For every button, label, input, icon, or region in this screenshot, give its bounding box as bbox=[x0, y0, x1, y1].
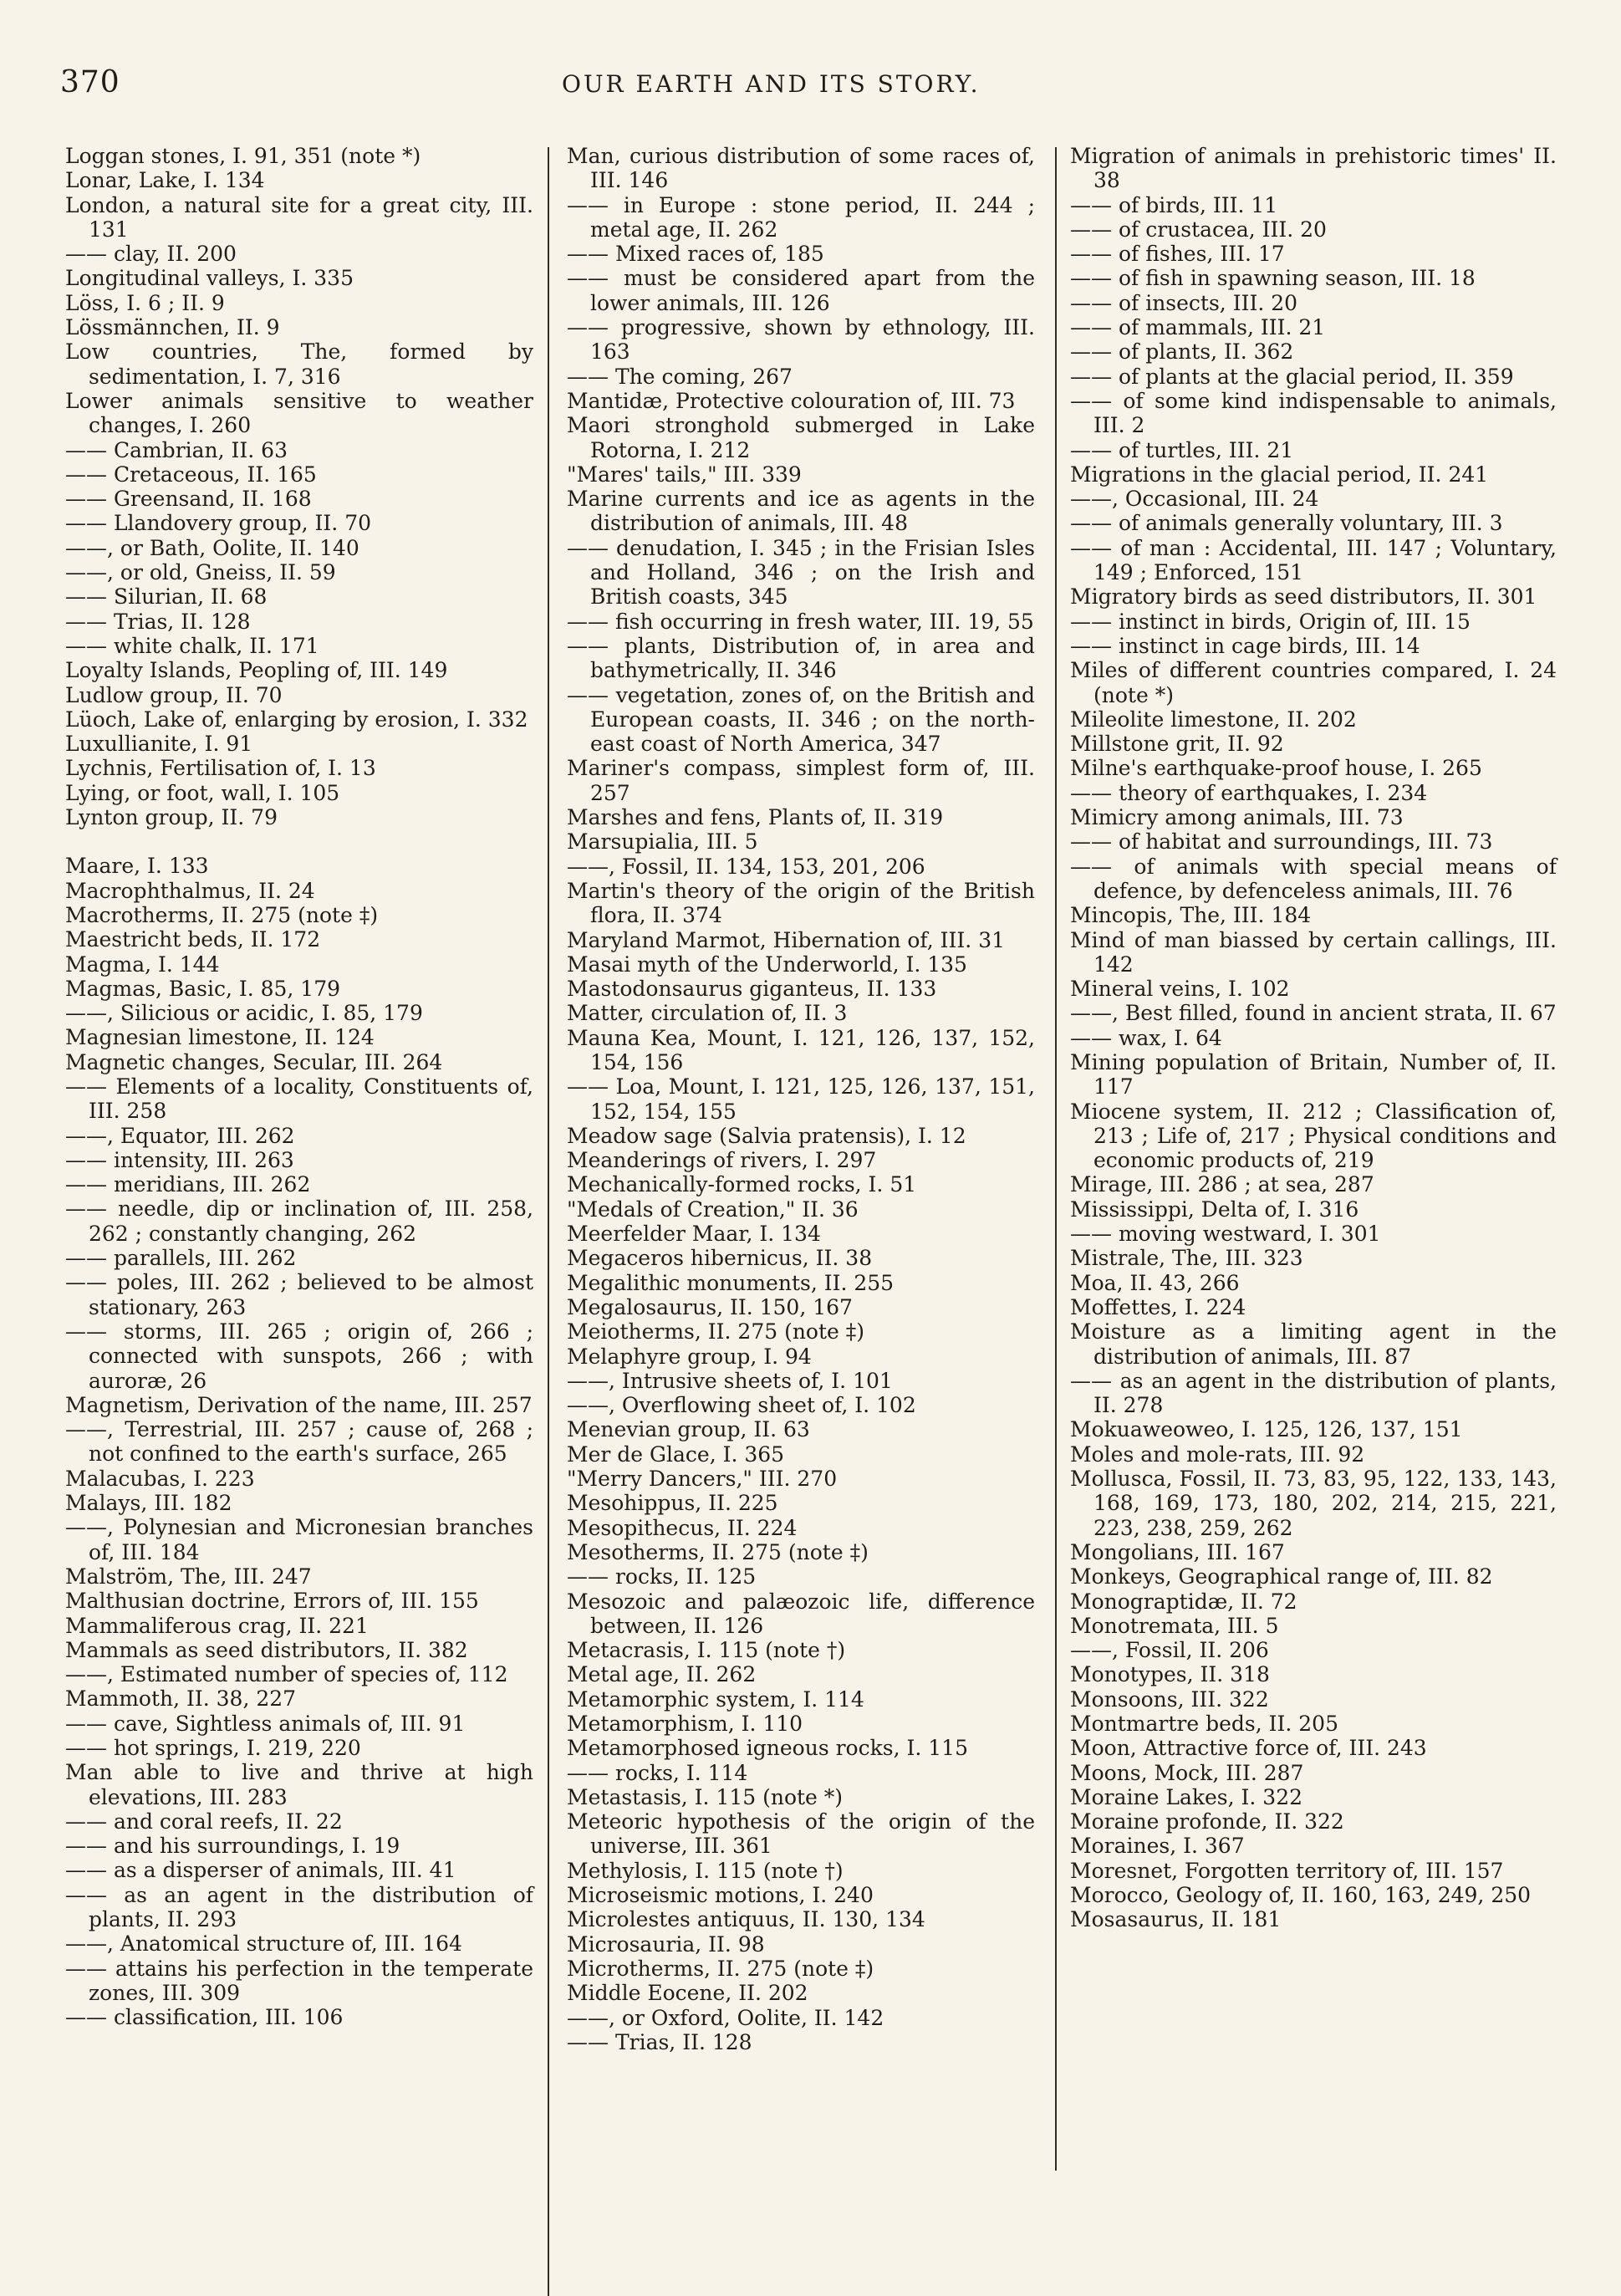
index-entry: —— and his surroundings, I. 19 bbox=[65, 1834, 400, 1859]
index-entry: —— as an agent in the distribution of plants, II. 293 bbox=[65, 1882, 533, 1932]
index-entry: Metamorphosed igneous rocks, I. 115 bbox=[567, 1736, 968, 1761]
index-entry: —— of man : Accidental, III. 147 ; Voluntary, 149 ; Enforced, 151 bbox=[1070, 535, 1557, 585]
index-column-2 bbox=[567, 144, 1035, 2054]
index-entry: Mechanically-formed rocks, I. 51 bbox=[567, 1172, 917, 1197]
index-entry: "Medals of Creation," II. 36 bbox=[567, 1196, 859, 1222]
index-entry: Mokuaweoweo, I. 125, 126, 137, 151 bbox=[1070, 1417, 1463, 1442]
index-entry: Middle Eocene, II. 202 bbox=[567, 1981, 808, 2006]
index-entry: Mineral veins, I. 102 bbox=[1070, 977, 1290, 1002]
index-entry: —— Trias, II. 128 bbox=[65, 609, 251, 634]
index-entry: —— wax, I. 64 bbox=[1070, 1025, 1222, 1050]
index-entry: Luxullianite, I. 91 bbox=[65, 732, 253, 757]
index-entry: ——, Polynesian and Micronesian branches of, III. 184 bbox=[65, 1515, 533, 1564]
column-divider-left bbox=[548, 147, 549, 2296]
index-entry: —— of insects, III. 20 bbox=[1070, 290, 1298, 315]
index-entry: Lychnis, Fertilisation of, I. 13 bbox=[65, 756, 376, 781]
index-entry: London, a natural site for a great city, III. 131 bbox=[65, 192, 533, 242]
index-entry: Metamorphism, I. 110 bbox=[567, 1712, 803, 1736]
index-entry: Malacubas, I. 223 bbox=[65, 1466, 255, 1491]
index-entry: —— of plants, II. 362 bbox=[1070, 339, 1294, 365]
index-entry: —— of animals with special means of defence, by defenceless animals, III. 76 bbox=[1070, 854, 1557, 903]
index-entry: Metamorphic system, I. 114 bbox=[567, 1686, 864, 1712]
index-entry: Maare, I. 133 bbox=[65, 854, 209, 879]
index-entry: —— denudation, I. 345 ; in the Frisian Isles and Holland, 346 ; on the Irish and British coasts, 345 bbox=[567, 535, 1035, 610]
index-entry: Metacrasis, I. 115 (note †) bbox=[567, 1638, 846, 1663]
index-entry: Lonar, Lake, I. 134 bbox=[65, 168, 265, 193]
index-entry: —— The coming, 267 bbox=[567, 364, 793, 389]
index-entry: Monograptidæ, II. 72 bbox=[1070, 1589, 1297, 1614]
index-entry: Mining population of Britain, Number of, II. 117 bbox=[1070, 1049, 1557, 1100]
index-entry: —— of mammals, III. 21 bbox=[1070, 315, 1326, 340]
index-entry: —— of habitat and surroundings, III. 73 bbox=[1070, 829, 1493, 855]
index-entry: Moa, II. 43, 266 bbox=[1070, 1270, 1240, 1295]
index-entry: Moffettes, I. 224 bbox=[1070, 1294, 1246, 1319]
index-entry: Monsoons, III. 322 bbox=[1070, 1686, 1269, 1712]
index-entry: Morocco, Geology of, II. 160, 163, 249, 250 bbox=[1070, 1883, 1532, 1908]
index-entry: Mauna Kea, Mount, I. 121, 126, 137, 152, 154, 156 bbox=[567, 1025, 1035, 1074]
index-entry: Meadow sage (Salvia pratensis), I. 12 bbox=[567, 1123, 966, 1148]
index-entry: —— of turtles, III. 21 bbox=[1070, 437, 1294, 462]
index-entry: Macrophthalmus, II. 24 bbox=[65, 878, 315, 903]
index-entry: —— theory of earthquakes, I. 234 bbox=[1070, 780, 1428, 805]
index-entry: Metal age, II. 262 bbox=[567, 1662, 757, 1687]
index-entry: —— Silurian, II. 68 bbox=[65, 584, 268, 610]
index-entry: Loyalty Islands, Peopling of, III. 149 bbox=[65, 658, 448, 683]
index-entry: Maori stronghold submerged in Lake Rotorna, I. 212 bbox=[567, 413, 1035, 462]
index-entry: Megalosaurus, II. 150, 167 bbox=[567, 1294, 853, 1319]
index-entry: —— of crustacea, III. 20 bbox=[1070, 217, 1327, 242]
index-entry: ——, or Bath, Oolite, II. 140 bbox=[65, 535, 359, 560]
index-entry: —— as a disperser of animals, III. 41 bbox=[65, 1858, 456, 1883]
index-entry: Melaphyre group, I. 94 bbox=[567, 1344, 812, 1369]
index-entry: ——, Estimated number of species of, 112 bbox=[65, 1662, 508, 1687]
index-entry: Migrations in the glacial period, II. 241 bbox=[1070, 462, 1489, 487]
index-entry: ——, Fossil, II. 206 bbox=[1070, 1638, 1269, 1663]
index-entry: Mongolians, III. 167 bbox=[1070, 1539, 1285, 1564]
index-entry: —— vegetation, zones of, on the British and European coasts, II. 346 ; on the north-east coast of North America, 347 bbox=[567, 682, 1035, 757]
index-entry: Metastasis, I. 115 (note *) bbox=[567, 1784, 844, 1809]
index-entry: Lössmännchen, II. 9 bbox=[65, 315, 280, 340]
index-entry: —— instinct in cage birds, III. 14 bbox=[1070, 633, 1420, 658]
index-entry: Meerfelder Maar, I. 134 bbox=[567, 1222, 821, 1247]
index-entry: Moisture as a limiting agent in the distribution of animals, III. 87 bbox=[1070, 1319, 1557, 1369]
index-entry: —— Llandovery group, II. 70 bbox=[65, 511, 372, 536]
index-entry: Mer de Glace, I. 365 bbox=[567, 1441, 785, 1467]
index-entry: Menevian group, II. 63 bbox=[567, 1417, 810, 1442]
index-entry: Microtherms, II. 275 (note ‡) bbox=[567, 1956, 874, 1981]
index-entry: Millstone grit, II. 92 bbox=[1070, 732, 1284, 757]
index-entry: Man, curious distribution of some races of, III. 146 bbox=[567, 144, 1035, 193]
index-entry: —— of some kind indispensable to animals, III. 2 bbox=[1070, 388, 1557, 438]
index-entry: ——, or Oxford, Oolite, II. 142 bbox=[567, 2005, 884, 2030]
index-entry: —— moving westward, I. 301 bbox=[1070, 1222, 1381, 1247]
index-entry: —— must be considered apart from the lower animals, III. 126 bbox=[567, 266, 1035, 315]
index-entry: Mesopithecus, II. 224 bbox=[567, 1515, 798, 1540]
index-entry: Mind of man biassed by certain callings, III. 142 bbox=[1070, 927, 1557, 977]
index-entry: —— Cretaceous, II. 165 bbox=[65, 462, 317, 487]
index-entry: Lower animals sensitive to weather changes, I. 260 bbox=[65, 388, 533, 438]
index-entry: —— Elements of a locality, Constituents of, III. 258 bbox=[65, 1074, 533, 1124]
index-entry: Maestricht beds, II. 172 bbox=[65, 927, 321, 952]
index-entry: ——, Occasional, III. 24 bbox=[1070, 487, 1319, 512]
index-entry: Marine currents and ice as agents in the distribution of animals, III. 48 bbox=[567, 487, 1035, 536]
index-entry: Mileolite limestone, II. 202 bbox=[1070, 707, 1357, 732]
index-entry: Meteoric hypothesis of the origin of the universe, III. 361 bbox=[567, 1809, 1035, 1859]
index-entry: Montmartre beds, II. 205 bbox=[1070, 1712, 1338, 1736]
index-entry: ——, Terrestrial, III. 257 ; cause of, 268 ; not confined to the earth's surface, 265 bbox=[65, 1417, 533, 1467]
index-entry: Meanderings of rivers, I. 297 bbox=[567, 1148, 877, 1173]
index-entry: Moraines, I. 367 bbox=[1070, 1834, 1245, 1859]
index-entry: Mammoth, II. 38, 227 bbox=[65, 1686, 297, 1712]
index-entry: Mesozoic and palæozoic life, difference between, II. 126 bbox=[567, 1589, 1035, 1638]
index-entry: Ludlow group, II. 70 bbox=[65, 682, 283, 707]
index-entry: Moraine profonde, II. 322 bbox=[1070, 1809, 1344, 1834]
index-entry: "Mares' tails," III. 339 bbox=[567, 462, 802, 487]
index-entry: Milne's earthquake-proof house, I. 265 bbox=[1070, 756, 1482, 781]
index-entry: Microlestes antiquus, II. 130, 134 bbox=[567, 1907, 925, 1932]
index-entry: —— Mixed races of, 185 bbox=[567, 242, 824, 267]
index-entry: Loggan stones, I. 91, 351 (note *) bbox=[65, 144, 421, 168]
index-entry: Meiotherms, II. 275 (note ‡) bbox=[567, 1319, 865, 1344]
index-entry: Mantidæ, Protective colouration of, III. 73 bbox=[567, 388, 1016, 413]
index-entry: Moles and mole-rats, III. 92 bbox=[1070, 1441, 1365, 1467]
index-entry: —— parallels, III. 262 bbox=[65, 1246, 297, 1271]
index-entry: Malthusian doctrine, Errors of, III. 155 bbox=[65, 1589, 479, 1614]
index-entry: Mississippi, Delta of, I. 316 bbox=[1070, 1196, 1359, 1222]
index-entry: —— progressive, shown by ethnology, III. 163 bbox=[567, 315, 1035, 365]
index-entry: ——, Intrusive sheets of, I. 101 bbox=[567, 1368, 893, 1393]
index-entry: Maryland Marmot, Hibernation of, III. 31 bbox=[567, 927, 1006, 952]
index-entry: Magnetic changes, Secular, III. 264 bbox=[65, 1049, 443, 1074]
index-entry: —— needle, dip or inclination of, III. 258, 262 ; constantly changing, 262 bbox=[65, 1196, 533, 1246]
index-entry: —— cave, Sightless animals of, III. 91 bbox=[65, 1711, 466, 1736]
index-entry: ——, Anatomical structure of, III. 164 bbox=[65, 1931, 462, 1957]
index-column-3 bbox=[1070, 144, 1557, 1932]
index-entry: —— hot springs, I. 219, 220 bbox=[65, 1736, 361, 1760]
index-entry: —— Trias, II. 128 bbox=[567, 2029, 752, 2054]
index-entry: Low countries, The, formed by sedimentation, I. 7, 316 bbox=[65, 339, 533, 389]
index-entry: —— attains his perfection in the temperate zones, III. 309 bbox=[65, 1956, 533, 2005]
index-entry: —— in Europe : stone period, II. 244 ; metal age, II. 262 bbox=[567, 192, 1035, 242]
index-entry: ——, Silicious or acidic, I. 85, 179 bbox=[65, 1001, 423, 1026]
index-entry: Löss, I. 6 ; II. 9 bbox=[65, 290, 225, 315]
index-entry: Magnesian limestone, II. 124 bbox=[65, 1025, 375, 1050]
index-entry: "Merry Dancers," III. 270 bbox=[567, 1467, 838, 1492]
index-entry: Malays, III. 182 bbox=[65, 1491, 232, 1516]
index-entry: Monotremata, III. 5 bbox=[1070, 1613, 1279, 1638]
index-entry: Megaceros hibernicus, II. 38 bbox=[567, 1246, 873, 1271]
index-entry: Longitudinal valleys, I. 335 bbox=[65, 266, 354, 291]
index-entry: —— white chalk, II. 171 bbox=[65, 633, 319, 658]
index-entry: —— instinct in birds, Origin of, III. 15 bbox=[1070, 609, 1471, 634]
running-title: OUR EARTH AND ITS STORY. bbox=[562, 70, 981, 98]
index-entry: Magma, I. 144 bbox=[65, 952, 220, 977]
index-entry: Marsupialia, III. 5 bbox=[567, 829, 758, 855]
index-entry: Mariner's compass, simplest form of, III. 257 bbox=[567, 756, 1035, 805]
index-entry: Martin's theory of the origin of the British flora, II. 374 bbox=[567, 878, 1035, 928]
index-entry: Methylosis, I. 115 (note †) bbox=[567, 1858, 844, 1883]
index-entry: Marshes and fens, Plants of, II. 319 bbox=[567, 805, 944, 830]
index-entry: Moresnet, Forgotten territory of, III. 157 bbox=[1070, 1858, 1504, 1883]
index-entry: Monkeys, Geographical range of, III. 82 bbox=[1070, 1564, 1493, 1589]
index-entry: Miles of different countries compared, I. 24 (note *) bbox=[1070, 658, 1557, 707]
index-entry: Mirage, III. 286 ; at sea, 287 bbox=[1070, 1172, 1374, 1197]
index-entry: —— of fishes, III. 17 bbox=[1070, 242, 1285, 267]
index-entry: Mammaliferous crag, II. 221 bbox=[65, 1613, 369, 1638]
index-entry: —— Cambrian, II. 63 bbox=[65, 437, 288, 462]
index-entry: Megalithic monuments, II. 255 bbox=[567, 1270, 895, 1295]
index-entry: Masai myth of the Underworld, I. 135 bbox=[567, 952, 967, 977]
index-entry: Mastodonsaurus giganteus, II. 133 bbox=[567, 977, 937, 1002]
index-entry: Magmas, Basic, I. 85, 179 bbox=[65, 976, 341, 1001]
index-entry: ——, Equator, III. 262 bbox=[65, 1123, 295, 1148]
index-entry: —— of fish in spawning season, III. 18 bbox=[1070, 266, 1476, 291]
index-entry: —— poles, III. 262 ; believed to be almost stationary, 263 bbox=[65, 1270, 533, 1319]
index-entry: Microsauria, II. 98 bbox=[567, 1931, 765, 1957]
index-entry: Mincopis, The, III. 184 bbox=[1070, 903, 1312, 928]
index-entry: —— clay, II. 200 bbox=[65, 242, 237, 267]
index-entry: —— of plants at the glacial period, II. 359 bbox=[1070, 364, 1514, 389]
index-entry: Monotypes, II. 318 bbox=[1070, 1662, 1270, 1687]
index-entry: Lying, or foot, wall, I. 105 bbox=[65, 780, 340, 805]
index-entry: —— of animals generally voluntary, III. 3 bbox=[1070, 511, 1503, 536]
index-entry: —— Loa, Mount, I. 121, 125, 126, 137, 151, 152, 154, 155 bbox=[567, 1074, 1035, 1124]
index-entry: ——, Fossil, II. 134, 153, 201, 206 bbox=[567, 854, 925, 879]
index-entry: ——, Best filled, found in ancient strata, II. 67 bbox=[1070, 1001, 1557, 1026]
section-gap bbox=[65, 829, 533, 854]
index-entry: Lüoch, Lake of, enlarging by erosion, I. 332 bbox=[65, 707, 528, 732]
index-entry: Migratory birds as seed distributors, II. 301 bbox=[1070, 584, 1537, 610]
index-entry: Lynton group, II. 79 bbox=[65, 805, 278, 830]
index-entry: Mollusca, Fossil, II. 73, 83, 95, 122, 133, 143, 168, 169, 173, 180, 202, 214, 215, 221, 223, 238, 259, 262 bbox=[1070, 1467, 1557, 1540]
index-entry: Microseismic motions, I. 240 bbox=[567, 1883, 874, 1908]
page-number: 370 bbox=[60, 65, 120, 99]
index-entry: Mistrale, The, III. 323 bbox=[1070, 1246, 1303, 1271]
index-entry: —— meridians, III. 262 bbox=[65, 1172, 311, 1197]
index-entry: —— intensity, III. 263 bbox=[65, 1147, 294, 1172]
index-entry: —— plants, Distribution of, in area and bathymetrically, II. 346 bbox=[567, 633, 1035, 683]
index-entry: Mesohippus, II. 225 bbox=[567, 1491, 778, 1516]
index-entry: Man able to live and thrive at high elevations, III. 283 bbox=[65, 1760, 533, 1809]
index-entry: Mosasaurus, II. 181 bbox=[1070, 1907, 1282, 1932]
index-entry: —— Greensand, II. 168 bbox=[65, 487, 312, 512]
index-entry: —— fish occurring in fresh water, III. 19, 55 bbox=[567, 609, 1034, 634]
index-entry: ——, Overflowing sheet of, I. 102 bbox=[567, 1393, 916, 1418]
page-header bbox=[0, 65, 1621, 107]
index-entry: —— as an agent in the distribution of plants, II. 278 bbox=[1070, 1368, 1557, 1418]
index-entry: —— rocks, I. 114 bbox=[567, 1760, 748, 1785]
index-entry: Macrotherms, II. 275 (note ‡) bbox=[65, 902, 379, 927]
index-entry: —— rocks, II. 125 bbox=[567, 1564, 757, 1589]
index-entry: Moons, Mock, III. 287 bbox=[1070, 1760, 1304, 1785]
index-entry: Magnetism, Derivation of the name, III. 257 bbox=[65, 1392, 533, 1417]
index-entry: ——, or old, Gneiss, II. 59 bbox=[65, 560, 336, 585]
index-column-1 bbox=[65, 144, 533, 2030]
index-entry: Mimicry among animals, III. 73 bbox=[1070, 805, 1404, 830]
index-entry: Migration of animals in prehistoric times' II. 38 bbox=[1070, 144, 1557, 193]
index-entry: Mammals as seed distributors, II. 382 bbox=[65, 1637, 468, 1662]
index-entry: Moon, Attractive force of, III. 243 bbox=[1070, 1736, 1427, 1761]
index-entry: Malström, The, III. 247 bbox=[65, 1564, 312, 1589]
index-entry: Miocene system, II. 212 ; Classification of, 213 ; Life of, 217 ; Physical conditions and economic products of, 219 bbox=[1070, 1099, 1557, 1173]
index-entry: Moraine Lakes, I. 322 bbox=[1070, 1784, 1303, 1809]
index-entry: —— classification, III. 106 bbox=[65, 2005, 344, 2030]
index-entry: Mesotherms, II. 275 (note ‡) bbox=[567, 1539, 869, 1564]
index-entry: Matter, circulation of, II. 3 bbox=[567, 1001, 848, 1026]
index-entry: —— and coral reefs, II. 22 bbox=[65, 1809, 343, 1834]
index-entry: —— storms, III. 265 ; origin of, 266 ; connected with sunspots, 266 ; with auroræ, 26 bbox=[65, 1319, 533, 1393]
index-entry: —— of birds, III. 11 bbox=[1070, 192, 1278, 217]
column-divider-right bbox=[1055, 147, 1057, 2171]
